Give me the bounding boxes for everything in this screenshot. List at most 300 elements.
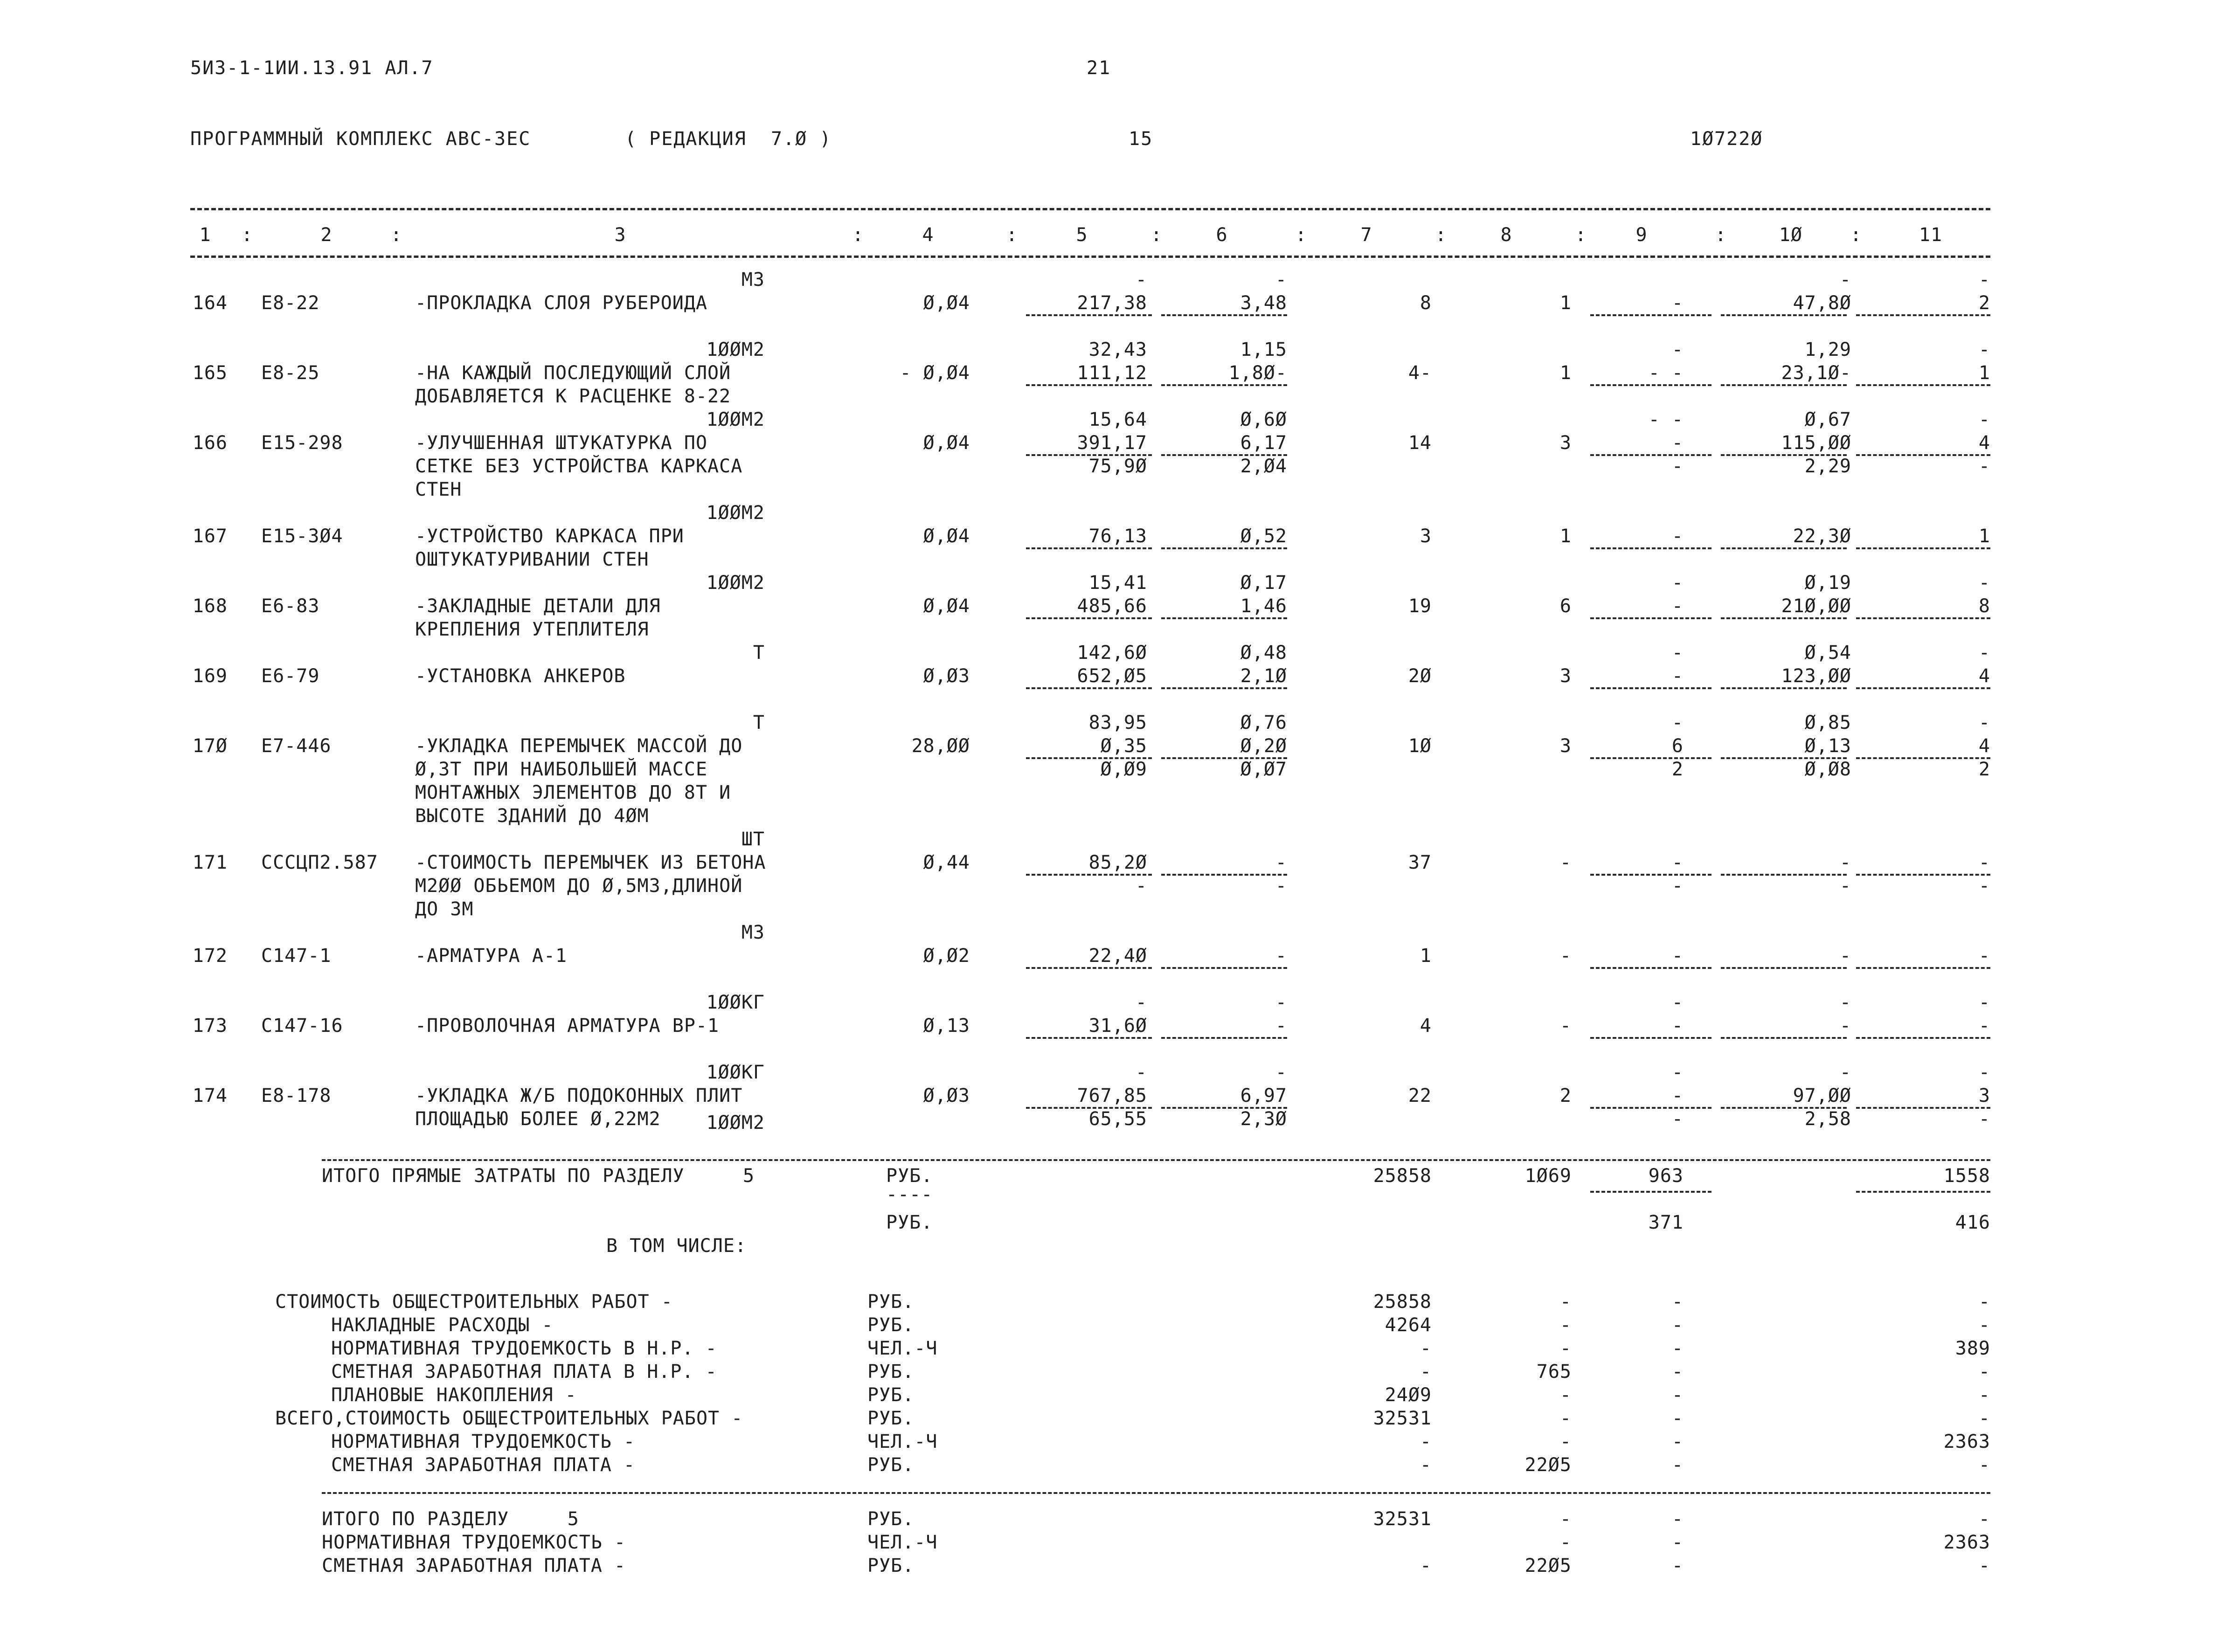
- row-value-c8: 3: [1559, 665, 1572, 687]
- breakdown-unit: РУБ.: [867, 1408, 915, 1429]
- breakdown-c11: -: [1978, 1291, 1990, 1313]
- section-total-label: СМЕТНАЯ ЗАРАБОТНАЯ ПЛАТА -: [322, 1555, 626, 1576]
- column-separator: :: [1850, 224, 1862, 246]
- breakdown-label: СМЕТНАЯ ЗАРАБОТНАЯ ПЛАТА -: [331, 1454, 636, 1476]
- breakdown-c7: -: [1420, 1454, 1432, 1476]
- row-prev-value: -: [1978, 409, 1990, 430]
- row-description: МОНТАЖНЫХ ЭЛЕМЕНТОВ ДО 8Т И: [415, 782, 731, 803]
- row-value-c8: 1: [1559, 525, 1572, 547]
- row-quantity: Ø,Ø4: [923, 595, 970, 617]
- value-separator: [1161, 617, 1287, 619]
- row-number: 17Ø: [192, 735, 228, 757]
- row-prev-value: 1,29: [1804, 339, 1851, 360]
- machines-labour: 416: [1955, 1212, 1990, 1233]
- row-number: 166: [192, 432, 228, 454]
- row-value-c5: Ø,35: [1100, 735, 1147, 757]
- row-sub-value: 75,9Ø: [1088, 456, 1147, 477]
- row-value-c6: Ø,52: [1240, 525, 1287, 547]
- row-description: -ПРОКЛАДКА СЛОЯ РУБЕРОИДА: [415, 292, 708, 314]
- breakdown-c9: -: [1671, 1454, 1684, 1476]
- row-description: М2ØØ ОБЬЕМОМ ДО Ø,5М3,ДЛИНОЙ: [415, 875, 743, 897]
- row-description: СЕТКЕ БЕЗ УСТРОЙСТВА КАРКАСА: [415, 456, 743, 477]
- program-name: ПРОГРАММНЫЙ КОМПЛЕКС АВС-3ЕС: [190, 128, 531, 150]
- breakdown-c9: -: [1671, 1384, 1684, 1406]
- doc-code: 5ИЗ-1-1ИИ.13.91 АЛ.7: [190, 57, 434, 79]
- breakdown-c11: -: [1978, 1408, 1990, 1429]
- row-prev-value: -: [1135, 1062, 1147, 1083]
- row-quantity: Ø,Ø4: [923, 525, 970, 547]
- row-value-c11: -: [1978, 945, 1990, 967]
- breakdown-c7: -: [1420, 1361, 1432, 1382]
- row-prev-value: 83,95: [1088, 712, 1147, 733]
- row-value-c5: 85,2Ø: [1088, 852, 1147, 873]
- sheet-number: 15: [1129, 128, 1153, 150]
- row-value-c11: 1: [1978, 525, 1990, 547]
- row-value-c5: 217,38: [1077, 292, 1147, 314]
- column-header: 1: [199, 224, 211, 246]
- value-separator: [1026, 687, 1152, 689]
- row-prev-value: -: [1978, 1062, 1990, 1083]
- row-sub-value: Ø,Ø8: [1804, 759, 1851, 780]
- row-value-c8: 6: [1559, 595, 1572, 617]
- row-sub-value: -: [1671, 875, 1684, 897]
- value-separator: [1590, 1191, 1711, 1193]
- row-value-c5: 31,6Ø: [1088, 1015, 1147, 1037]
- section-total-c8: -: [1559, 1508, 1572, 1530]
- row-prev-value: -: [1671, 1062, 1684, 1083]
- value-separator: [1161, 384, 1287, 386]
- breakdown-c11: 389: [1955, 1338, 1990, 1359]
- value-separator: [1161, 1037, 1287, 1039]
- column-header: 11: [1919, 224, 1943, 246]
- row-description: ДОБАВЛЯЕТСЯ К РАСЦЕНКЕ 8-22: [415, 386, 731, 407]
- row-number: 171: [192, 852, 228, 873]
- row-prev-value: -: [1839, 269, 1851, 290]
- row-code: Е8-22: [261, 292, 320, 314]
- row-quantity: Ø,Ø3: [923, 665, 970, 687]
- value-separator: [1721, 314, 1847, 316]
- breakdown-unit: РУБ.: [867, 1454, 915, 1476]
- row-value-c11: 3: [1978, 1085, 1990, 1106]
- row-sub-value: Ø,Ø9: [1100, 759, 1147, 780]
- value-separator: [1590, 547, 1711, 549]
- breakdown-c9: -: [1671, 1408, 1684, 1429]
- row-value-c7: 3: [1420, 525, 1432, 547]
- row-value-c9: - -: [1648, 362, 1684, 384]
- value-separator: [1721, 547, 1847, 549]
- row-prev-value: 32,43: [1088, 339, 1147, 360]
- row-value-c7: 1: [1420, 945, 1432, 967]
- direct-costs-labour: 1558: [1943, 1165, 1990, 1187]
- row-value-c10: 23,1Ø-: [1781, 362, 1851, 384]
- value-separator: [1161, 314, 1287, 316]
- value-separator: [1721, 687, 1847, 689]
- row-sub-value: 2,Ø4: [1240, 456, 1287, 477]
- row-value-c7: 4-: [1408, 362, 1432, 384]
- row-description: -ЗАКЛАДНЫЕ ДЕТАЛИ ДЛЯ: [415, 595, 661, 617]
- breakdown-label: СМЕТНАЯ ЗАРАБОТНАЯ ПЛАТА В Н.Р. -: [331, 1361, 717, 1382]
- row-sub-value: Ø,Ø7: [1240, 759, 1287, 780]
- row-number: 164: [192, 292, 228, 314]
- breakdown-c8: -: [1559, 1338, 1572, 1359]
- column-separator: :: [1150, 224, 1163, 246]
- document-code: 1Ø722Ø: [1690, 128, 1763, 150]
- row-sub-value: 2,29: [1804, 456, 1851, 477]
- value-separator: [1721, 384, 1847, 386]
- breakdown-unit: ЧЕЛ.-Ч: [867, 1431, 938, 1452]
- row-value-c9: -: [1671, 595, 1684, 617]
- row-description: ПЛОЩАДЬЮ БОЛЕЕ Ø,22М2: [415, 1108, 661, 1130]
- row-value-c6: 1,8Ø-: [1228, 362, 1287, 384]
- breakdown-unit: ЧЕЛ.-Ч: [867, 1338, 938, 1359]
- section-total-c11: -: [1978, 1555, 1990, 1576]
- section-total-c7: -: [1420, 1555, 1432, 1576]
- section-total-rule: [322, 1492, 1990, 1494]
- row-prev-value: -: [1839, 992, 1851, 1013]
- column-header: 1Ø: [1779, 224, 1803, 246]
- section-total-unit: ЧЕЛ.-Ч: [867, 1532, 938, 1553]
- value-separator: [1856, 1037, 1990, 1039]
- row-value-c9: -: [1671, 852, 1684, 873]
- row-description: Ø,3Т ПРИ НАИБОЛЬШЕЙ МАССЕ: [415, 759, 708, 780]
- row-value-c10: Ø,13: [1804, 735, 1851, 757]
- breakdown-label: НОРМАТИВНАЯ ТРУДОЕМКОСТЬ -: [331, 1431, 636, 1452]
- row-value-c11: 4: [1978, 735, 1990, 757]
- row-prev-value: Ø,17: [1240, 572, 1287, 594]
- row-code: С147-1: [261, 945, 332, 967]
- row-description: ВЫСОТЕ ЗДАНИЙ ДО 4ØМ: [415, 805, 649, 827]
- row-description: -УСТРОЙСТВО КАРКАСА ПРИ: [415, 525, 684, 547]
- row-description: -УСТАНОВКА АНКЕРОВ: [415, 665, 626, 687]
- row-description: СТЕН: [415, 479, 462, 500]
- row-description: -СТОИМОСТЬ ПЕРЕМЫЧЕК ИЗ БЕТОНА: [415, 852, 766, 873]
- row-value-c5: 22,4Ø: [1088, 945, 1147, 967]
- row-quantity: Ø,13: [923, 1015, 970, 1037]
- row-code: Е15-3Ø4: [261, 525, 343, 547]
- row-prev-value: -: [1839, 1062, 1851, 1083]
- value-separator: [1590, 314, 1711, 316]
- column-header: 4: [922, 224, 934, 246]
- row-value-c10: 22,3Ø: [1793, 525, 1851, 547]
- row-unit: М3: [741, 922, 765, 943]
- value-separator: [1721, 1037, 1847, 1039]
- row-sub-value: 2,3Ø: [1240, 1108, 1287, 1130]
- column-header: 2: [320, 224, 333, 246]
- column-separator: :: [1435, 224, 1447, 246]
- row-prev-value: -: [1671, 712, 1684, 733]
- value-separator: [1856, 314, 1990, 316]
- row-code: Е15-298: [261, 432, 343, 454]
- row-prev-value: -: [1978, 269, 1990, 290]
- breakdown-label: ПЛАНОВЫЕ НАКОПЛЕНИЯ -: [331, 1384, 577, 1406]
- row-value-c7: 19: [1408, 595, 1432, 617]
- row-value-c10: 115,ØØ: [1781, 432, 1851, 454]
- value-separator: [1856, 967, 1990, 969]
- row-value-c6: Ø,2Ø: [1240, 735, 1287, 757]
- section-total-c11: 2363: [1943, 1532, 1990, 1553]
- row-code: Е6-83: [261, 595, 320, 617]
- row-description: -УКЛАДКА Ж/Б ПОДОКОННЫХ ПЛИТ: [415, 1085, 743, 1106]
- row-number: 169: [192, 665, 228, 687]
- including-label: В ТОМ ЧИСЛЕ:: [606, 1235, 747, 1257]
- row-value-c11: 2: [1978, 292, 1990, 314]
- row-value-c10: 21Ø,ØØ: [1781, 595, 1851, 617]
- row-value-c5: 111,12: [1077, 362, 1147, 384]
- row-unit: 1ØØМ2: [706, 409, 765, 430]
- row-value-c9: -: [1671, 1085, 1684, 1106]
- row-code: СССЦП2.587: [261, 852, 378, 873]
- row-value-c8: 2: [1559, 1085, 1572, 1106]
- row-value-c5: 391,17: [1077, 432, 1147, 454]
- breakdown-c8: -: [1559, 1384, 1572, 1406]
- row-description: -УЛУЧШЕННАЯ ШТУКАТУРКА ПО: [415, 432, 708, 454]
- row-code: С147-16: [261, 1015, 343, 1037]
- top-rule: [190, 208, 1990, 210]
- row-sub-value: -: [1671, 1108, 1684, 1130]
- value-separator: [1721, 967, 1847, 969]
- value-separator: [1590, 687, 1711, 689]
- row-value-c11: 4: [1978, 432, 1990, 454]
- row-value-c7: 1Ø: [1408, 735, 1432, 757]
- row-value-c6: 2,1Ø: [1240, 665, 1287, 687]
- breakdown-c7: -: [1420, 1338, 1432, 1359]
- row-value-c8: -: [1559, 852, 1572, 873]
- value-separator: [1856, 547, 1990, 549]
- section-total-unit: РУБ.: [867, 1555, 915, 1576]
- row-value-c11: 1: [1978, 362, 1990, 384]
- row-prev-value: -: [1978, 572, 1990, 594]
- row-code: Е8-25: [261, 362, 320, 384]
- row-prev-value: -: [1671, 339, 1684, 360]
- breakdown-c8: -: [1559, 1431, 1572, 1452]
- unit-rub: РУБ.: [886, 1165, 933, 1187]
- breakdown-c11: -: [1978, 1384, 1990, 1406]
- row-unit: М3: [741, 269, 765, 290]
- row-value-c9: -: [1671, 665, 1684, 687]
- row-prev-value: Ø,48: [1240, 642, 1287, 664]
- row-unit: 1ØØМ2: [706, 339, 765, 360]
- value-separator: [1856, 687, 1990, 689]
- section-total-label: НОРМАТИВНАЯ ТРУДОЕМКОСТЬ -: [322, 1532, 626, 1553]
- value-separator: [1721, 617, 1847, 619]
- value-separator: [1026, 384, 1152, 386]
- row-quantity: - Ø,Ø4: [900, 362, 970, 384]
- row-prev-value: -: [1135, 992, 1147, 1013]
- row-value-c7: 14: [1408, 432, 1432, 454]
- breakdown-label: СТОИМОСТЬ ОБЩЕСТРОИТЕЛЬНЫХ РАБОТ -: [275, 1291, 673, 1313]
- totals-rule: [322, 1159, 1990, 1161]
- breakdown-label: НАКЛАДНЫЕ РАСХОДЫ -: [331, 1314, 554, 1336]
- row-number: 165: [192, 362, 228, 384]
- row-value-c10: 47,8Ø: [1793, 292, 1851, 314]
- breakdown-c8: -: [1559, 1314, 1572, 1336]
- breakdown-c11: 2363: [1943, 1431, 1990, 1452]
- column-header: 9: [1635, 224, 1648, 246]
- row-prev-value: 15,64: [1088, 409, 1147, 430]
- row-sub-value: 2,58: [1804, 1108, 1851, 1130]
- column-header: 8: [1500, 224, 1512, 246]
- row-quantity: Ø,Ø4: [923, 432, 970, 454]
- row-sub-value: -: [1978, 456, 1990, 477]
- value-separator: [1590, 1037, 1711, 1039]
- breakdown-c11: -: [1978, 1454, 1990, 1476]
- row-value-c10: -: [1839, 852, 1851, 873]
- row-number: 172: [192, 945, 228, 967]
- column-separator: :: [1715, 224, 1727, 246]
- value-separator: [1161, 687, 1287, 689]
- breakdown-c8: 22Ø5: [1524, 1454, 1572, 1476]
- row-value-c7: 2Ø: [1408, 665, 1432, 687]
- row-value-c5: 767,85: [1077, 1085, 1147, 1106]
- row-number: 173: [192, 1015, 228, 1037]
- row-value-c8: -: [1559, 1015, 1572, 1037]
- row-quantity: 28,ØØ: [911, 735, 970, 757]
- row-quantity: Ø,Ø2: [923, 945, 970, 967]
- section-total-c11: -: [1978, 1508, 1990, 1530]
- row-value-c6: 3,48: [1240, 292, 1287, 314]
- row-value-c6: 1,46: [1240, 595, 1287, 617]
- row-description: -НА КАЖДЫЙ ПОСЛЕДУЮЩИЙ СЛОЙ: [415, 362, 731, 384]
- row-sub-value: -: [1978, 875, 1990, 897]
- column-header: 6: [1216, 224, 1228, 246]
- unit-rub: РУБ.: [886, 1212, 933, 1233]
- row-value-c10: 123,ØØ: [1781, 665, 1851, 687]
- row-prev-value: 15,41: [1088, 572, 1147, 594]
- row-prev-value: Ø,85: [1804, 712, 1851, 733]
- row-prev-value: Ø,54: [1804, 642, 1851, 664]
- row-description: КРЕПЛЕНИЯ УТЕПЛИТЕЛЯ: [415, 619, 649, 640]
- row-unit: 1ØØМ2: [706, 1112, 765, 1134]
- row-prev-value: -: [1978, 339, 1990, 360]
- section-total-unit: РУБ.: [867, 1508, 915, 1530]
- row-sub-value: 65,55: [1088, 1108, 1147, 1130]
- row-unit: Т: [753, 712, 765, 733]
- row-value-c7: 37: [1408, 852, 1432, 873]
- breakdown-unit: РУБ.: [867, 1384, 915, 1406]
- machines-wages: 371: [1648, 1212, 1684, 1233]
- row-unit: 1ØØМ2: [706, 572, 765, 594]
- direct-costs-machines: 963: [1648, 1165, 1684, 1187]
- column-header: 3: [614, 224, 626, 246]
- row-unit: 1ØØКГ: [706, 992, 765, 1013]
- breakdown-c8: -: [1559, 1408, 1572, 1429]
- breakdown-c7: -: [1420, 1431, 1432, 1452]
- row-description: -ПРОВОЛОЧНАЯ АРМАТУРА ВР-1: [415, 1015, 720, 1037]
- column-separator: :: [390, 224, 402, 246]
- row-prev-value: -: [1978, 992, 1990, 1013]
- row-prev-value: Ø,76: [1240, 712, 1287, 733]
- breakdown-c11: -: [1978, 1314, 1990, 1336]
- section-total-c9: -: [1671, 1508, 1684, 1530]
- row-value-c10: -: [1839, 1015, 1851, 1037]
- row-value-c6: -: [1275, 1015, 1287, 1037]
- row-description: ДО 3М: [415, 899, 474, 920]
- row-value-c10: -: [1839, 945, 1851, 967]
- row-value-c8: 3: [1559, 432, 1572, 454]
- row-prev-value: 142,6Ø: [1077, 642, 1147, 664]
- row-prev-value: Ø,19: [1804, 572, 1851, 594]
- row-value-c9: -: [1671, 432, 1684, 454]
- row-prev-value: -: [1135, 269, 1147, 290]
- breakdown-c9: -: [1671, 1291, 1684, 1313]
- row-unit: 1ØØКГ: [706, 1062, 765, 1083]
- breakdown-c9: -: [1671, 1314, 1684, 1336]
- value-separator: [1590, 617, 1711, 619]
- row-code: Е6-79: [261, 665, 320, 687]
- column-separator: :: [241, 224, 253, 246]
- row-value-c6: -: [1275, 852, 1287, 873]
- row-value-c8: 1: [1559, 292, 1572, 314]
- value-separator: [1026, 617, 1152, 619]
- row-sub-value: 2: [1671, 759, 1684, 780]
- value-separator: [1590, 384, 1711, 386]
- row-value-c7: 4: [1420, 1015, 1432, 1037]
- row-sub-value: 2: [1978, 759, 1990, 780]
- program-edition: ( РЕДАКЦИЯ 7.Ø ): [625, 128, 832, 150]
- row-value-c9: -: [1671, 525, 1684, 547]
- row-prev-value: -: [1978, 642, 1990, 664]
- row-prev-value: Ø,67: [1804, 409, 1851, 430]
- breakdown-c9: -: [1671, 1361, 1684, 1382]
- row-value-c6: 6,97: [1240, 1085, 1287, 1106]
- breakdown-c9: -: [1671, 1338, 1684, 1359]
- row-value-c11: 8: [1978, 595, 1990, 617]
- row-sub-value: -: [1671, 456, 1684, 477]
- breakdown-c8: 765: [1536, 1361, 1572, 1382]
- section-total-label: ИТОГО ПО РАЗДЕЛУ 5: [322, 1508, 579, 1530]
- row-sub-value: -: [1135, 875, 1147, 897]
- row-value-c5: 76,13: [1088, 525, 1147, 547]
- row-value-c11: -: [1978, 1015, 1990, 1037]
- header-rule: [190, 256, 1990, 258]
- direct-costs-total: 25858: [1373, 1165, 1432, 1187]
- row-code: Е7-446: [261, 735, 332, 757]
- breakdown-unit: РУБ.: [867, 1291, 915, 1313]
- breakdown-c8: -: [1559, 1291, 1572, 1313]
- section-total-c8: -: [1559, 1532, 1572, 1553]
- value-separator: [1026, 314, 1152, 316]
- row-prev-value: -: [1671, 572, 1684, 594]
- breakdown-c11: -: [1978, 1361, 1990, 1382]
- row-value-c10: 97,ØØ: [1793, 1085, 1851, 1106]
- row-value-c9: -: [1671, 1015, 1684, 1037]
- page-number: 21: [1087, 57, 1111, 79]
- row-number: 167: [192, 525, 228, 547]
- value-separator: [1026, 547, 1152, 549]
- row-prev-value: -: [1671, 992, 1684, 1013]
- row-value-c11: -: [1978, 852, 1990, 873]
- row-value-c5: 652,Ø5: [1077, 665, 1147, 687]
- breakdown-c7: 4264: [1385, 1314, 1432, 1336]
- row-value-c9: -: [1671, 292, 1684, 314]
- row-description: ОШТУКАТУРИВАНИИ СТЕН: [415, 549, 649, 570]
- row-sub-value: -: [1978, 1108, 1990, 1130]
- row-unit: ШТ: [741, 829, 765, 850]
- row-prev-value: -: [1978, 712, 1990, 733]
- row-unit: Т: [753, 642, 765, 664]
- row-value-c8: 1: [1559, 362, 1572, 384]
- breakdown-unit: РУБ.: [867, 1314, 915, 1336]
- column-header: 5: [1076, 224, 1088, 246]
- breakdown-label: ВСЕГО,СТОИМОСТЬ ОБЩЕСТРОИТЕЛЬНЫХ РАБОТ -: [275, 1408, 743, 1429]
- row-value-c7: 8: [1420, 292, 1432, 314]
- column-separator: :: [1575, 224, 1587, 246]
- row-description: -УКЛАДКА ПЕРЕМЫЧЕК МАССОЙ ДО: [415, 735, 743, 757]
- section-total-c7: 32531: [1373, 1508, 1432, 1530]
- row-sub-value: -: [1275, 875, 1287, 897]
- value-separator: [1590, 967, 1711, 969]
- row-value-c8: -: [1559, 945, 1572, 967]
